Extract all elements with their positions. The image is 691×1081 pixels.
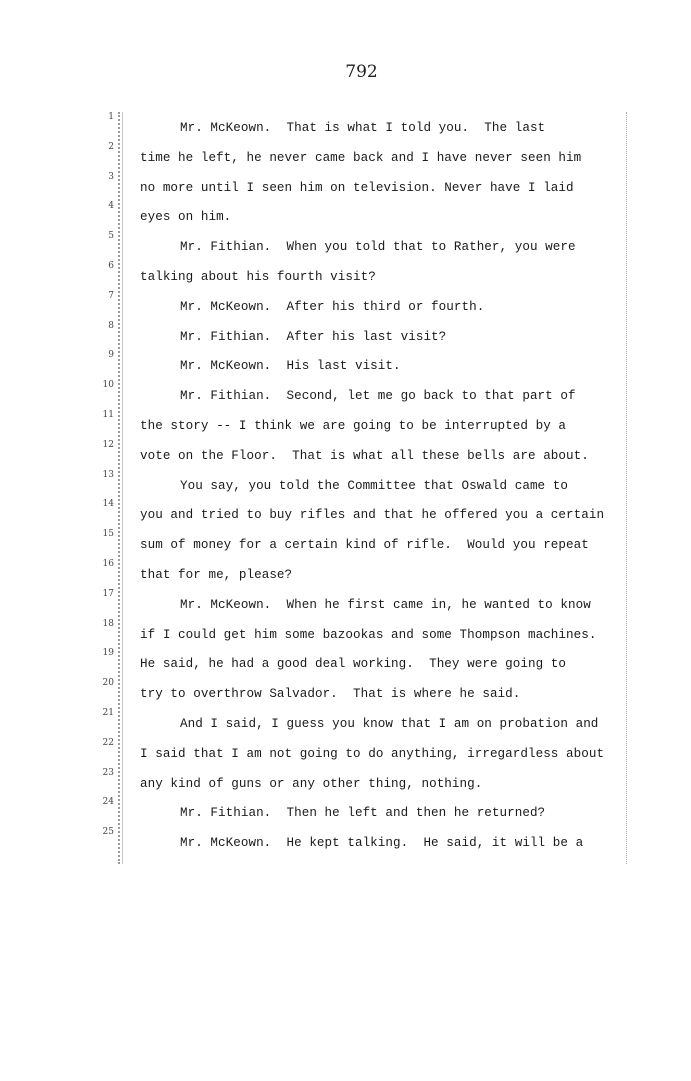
line-number: 6 (108, 260, 114, 271)
transcript-line: Mr. McKeown. After his third or fourth. (180, 299, 485, 314)
transcript-line: that for me, please? (140, 567, 293, 582)
line-number: 11 (102, 409, 114, 420)
transcript-line: I said that I am not going to do anything, irregardless about (140, 746, 605, 761)
line-number: 25 (102, 827, 114, 838)
transcript-line: sum of money for a certain kind of rifle. Would you repeat (140, 538, 589, 553)
page-number: 792 (345, 62, 378, 82)
line-number: 22 (102, 737, 114, 748)
line-number: 14 (102, 499, 114, 510)
transcript-line: Mr. Fithian. Second, let me go back to that part of (180, 389, 576, 404)
line-number: 9 (108, 350, 114, 361)
transcript-line: Mr. Fithian. Then he left and then he returned? (180, 806, 546, 821)
transcript-line: Mr. Fithian. After his last visit? (180, 329, 447, 344)
transcript-line: if I could get him some bazookas and some Thompson machines. (140, 627, 597, 642)
line-number: 13 (102, 469, 114, 480)
line-number: 24 (102, 797, 114, 808)
line-number: 10 (102, 380, 114, 391)
line-number: 4 (108, 201, 114, 212)
line-number: 3 (108, 171, 114, 182)
transcript-line: Mr. McKeown. He kept talking. He said, it will be a (180, 836, 584, 851)
line-number: 20 (102, 678, 114, 689)
line-number: 16 (102, 558, 114, 569)
line-number-column (96, 112, 114, 857)
transcript-line: Mr. McKeown. When he first came in, he wanted to know (180, 597, 591, 612)
line-number: 1 (108, 112, 114, 122)
left-margin-rule-inner (122, 112, 123, 864)
line-number: 18 (102, 618, 114, 629)
transcript-line: eyes on him. (140, 210, 232, 225)
line-number: 5 (108, 231, 114, 242)
line-number: 12 (102, 439, 114, 450)
line-number: 23 (102, 767, 114, 778)
line-number: 8 (108, 320, 114, 331)
line-number: 15 (102, 529, 114, 540)
transcript-line: vote on the Floor. That is what all these bells are about. (140, 448, 589, 463)
transcript-line: the story -- I think we are going to be interrupted by a (140, 418, 567, 433)
line-number: 19 (102, 648, 114, 659)
transcript-line: you and tried to buy rifles and that he offered you a certain (140, 508, 605, 523)
transcript-line: Mr. McKeown. His last visit. (180, 359, 401, 374)
transcript-line: You say, you told the Committee that Oswald came to (180, 478, 568, 493)
line-number: 7 (108, 290, 114, 301)
transcript-line: no more until I seen him on television. Never have I laid (140, 180, 574, 195)
line-number: 2 (108, 141, 114, 152)
transcript-line: any kind of guns or any other thing, nothing. (140, 776, 483, 791)
line-number: 17 (102, 588, 114, 599)
line-number: 21 (102, 707, 114, 718)
transcript-line: time he left, he never came back and I have never seen him (140, 150, 582, 165)
transcript-line: talking about his fourth visit? (140, 269, 376, 284)
left-margin-rule (118, 112, 120, 864)
transcript-line: He said, he had a good deal working. They were going to (140, 657, 567, 672)
transcript-line: Mr. McKeown. That is what I told you. The last (180, 121, 546, 135)
transcript-line: Mr. Fithian. When you told that to Rather, you were (180, 240, 576, 255)
transcript-body (140, 118, 628, 863)
transcript-line: try to overthrow Salvador. That is where he said. (140, 687, 521, 702)
transcript-line: And I said, I guess you know that I am on probation and (180, 716, 599, 731)
